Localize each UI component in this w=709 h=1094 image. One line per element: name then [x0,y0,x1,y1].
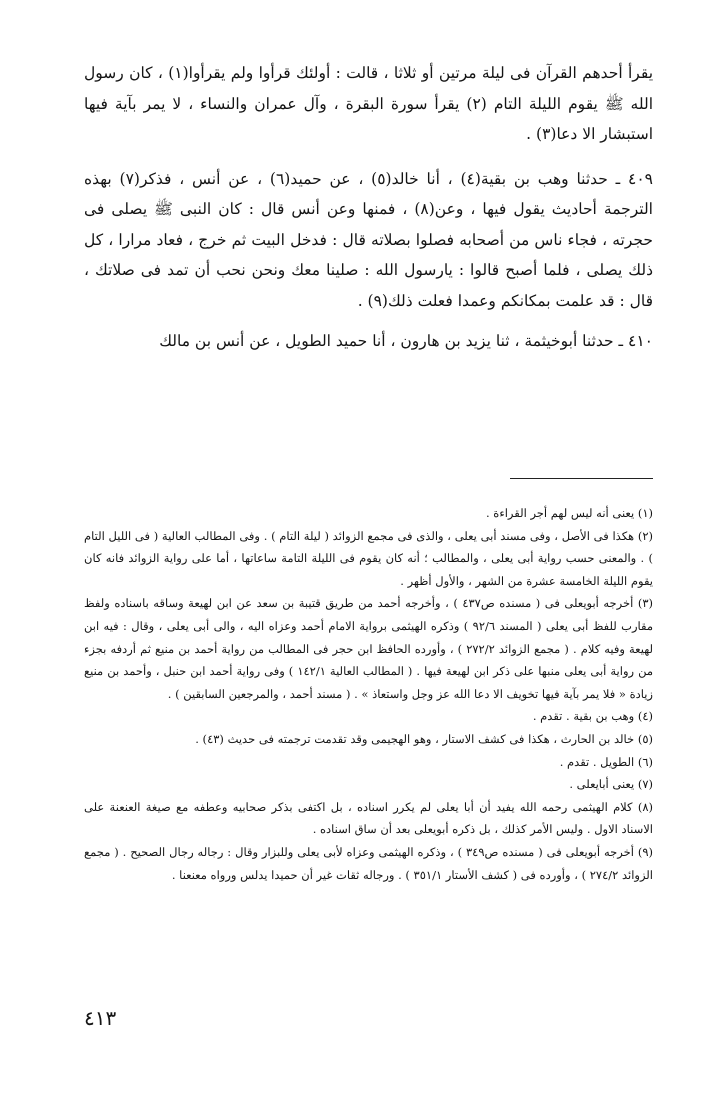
main-text [84,58,653,357]
footnote-3: (٣) أخرجه أبويعلى فى ( مسنده ص٤٣٧ ) ، وأخرجه أحمد من طريق قتيبة بن سعد عن ابن لهيعة وساقه باسناده ولفظ مقارب للفظ أبى يعلى ( المسند ٩٢/٦ ) وذكره الهيثمى برواية الامام أحمد وعزاه اليه ، والى أبى يعلى ، وقال : فيه ابن لهيعة وفيه كلام . ( مجمع الزوائد ٢٧٢/٢ ) ، وأورده الحافظ ابن حجر فى المطالب من رواية أحمد بن منيع ثم أردفه بجزء من رواية أبى يعلى منبها على ذكر ابن لهيعة فيها . ( المطالب العالية ١٤٢/١ ) وفى رواية أحمد ابن حنبل ، وأحمد بن منيع زيادة « فلا يمر بآية فيها تخويف الا دعا الله عز وجل واستعاذ » . ( مسند أحمد ، والمرجعين السابقين ) . [84,596,654,701]
footnote-separator [510,478,653,479]
hadith-410: ٤١٠ ـ حدثنا أبوخيثمة ، ثنا يزيد بن هارون ، أنا حميد الطويل ، عن أنس بن مالك [159,332,653,350]
footnote-2: (٢) هكذا فى الأصل ، وفى مسند أبى يعلى ، والذى فى مجمع الزوائد ( ليلة التام ) . وفى المطالب العالية ( فى الليل التام ) . والمعنى حسب رواية أبى يعلى ، والمطالب ؛ أنه كان يقوم فى الليلة التامة ساعاتها ، أما على رواية الزوائد فانه كان يقوم الليلة الخامسة عشرة من الشهر ، والأول أظهر . [84,528,653,588]
page-number: ٤١٣ [84,1006,117,1030]
footnote-1: (١) يعنى أنه ليس لهم أجر القراءة . [485,506,653,520]
footnote-8: (٨) كلام الهيثمى رحمه الله يفيد أن أبا يعلى لم يكرر اسناده ، بل اكتفى بذكر صحابيه وعطفه مع صيغة العنعنة على الاسناد الاول . وليس الأمر كذلك ، بل ذكره أبويعلى بعد أن ساق اسناده . [84,799,653,837]
footnote-4: (٤) وهب بن بقية . تقدم . [532,709,653,724]
footnote-6: (٦) الطويل . تقدم . [559,754,653,769]
footnote-9: (٩) أخرجه أبويعلى فى ( مسنده ص٣٤٩ ) ، وذكره الهيثمى وعزاه لأبى يعلى وللبزار وقال : رجاله رجال الصحيح . ( مجمع الزوائد ٢٧٤/٢ ) ، وأورده فى ( كشف الأستار ٣٥١/١ ) . ورجاله ثقات غير أن حميدا يدلس ورواه معنعنا . [84,844,653,882]
footnote-5: (٥) خالد بن الحارث ، هكذا فى كشف الاستار ، وهو الهجيمى وقد تقدمت ترجمته فى حديث (٤٣) . [195,731,653,746]
footnote-7: (٧) يعنى أبايعلى . [569,777,653,792]
footnotes [84,502,653,886]
paragraph-continuation: يقرأ أحدهم القرآن فى ليلة مرتين أو ثلاثا ، قالت : أولئك قرأوا ولم يقرأوا(١) ، كان رسول الله ﷺ يقوم الليلة التام (٢) يقرأ سورة البقرة ، وآل عمران والنساء ، لا يمر بآية فيها استبشار الا دعا(٣) . [84,64,654,143]
hadith-409: ٤٠٩ ـ حدثنا وهب بن بقية(٤) ، أنا خالد(٥) ، عن حميد(٦) ، عن أنس ، فذكر(٧) بهذه الترجمة أحاديث يقول فيها ، وعن(٨) ، فمنها وعن أنس قال : كان النبى ﷺ يصلى فى حجرته ، فجاء ناس من أصحابه فصلوا بصلاته قال : فدخل البيت ثم خرج ، فعاد مرارا ، كل ذلك يصلى ، فلما أصبح قالوا : يارسول الله : صلينا معك ونحن نحب أن تمد فى صلاتك ، قال : قد علمت بمكانكم وعمدا فعلت ذلك(٩) . [84,169,654,310]
